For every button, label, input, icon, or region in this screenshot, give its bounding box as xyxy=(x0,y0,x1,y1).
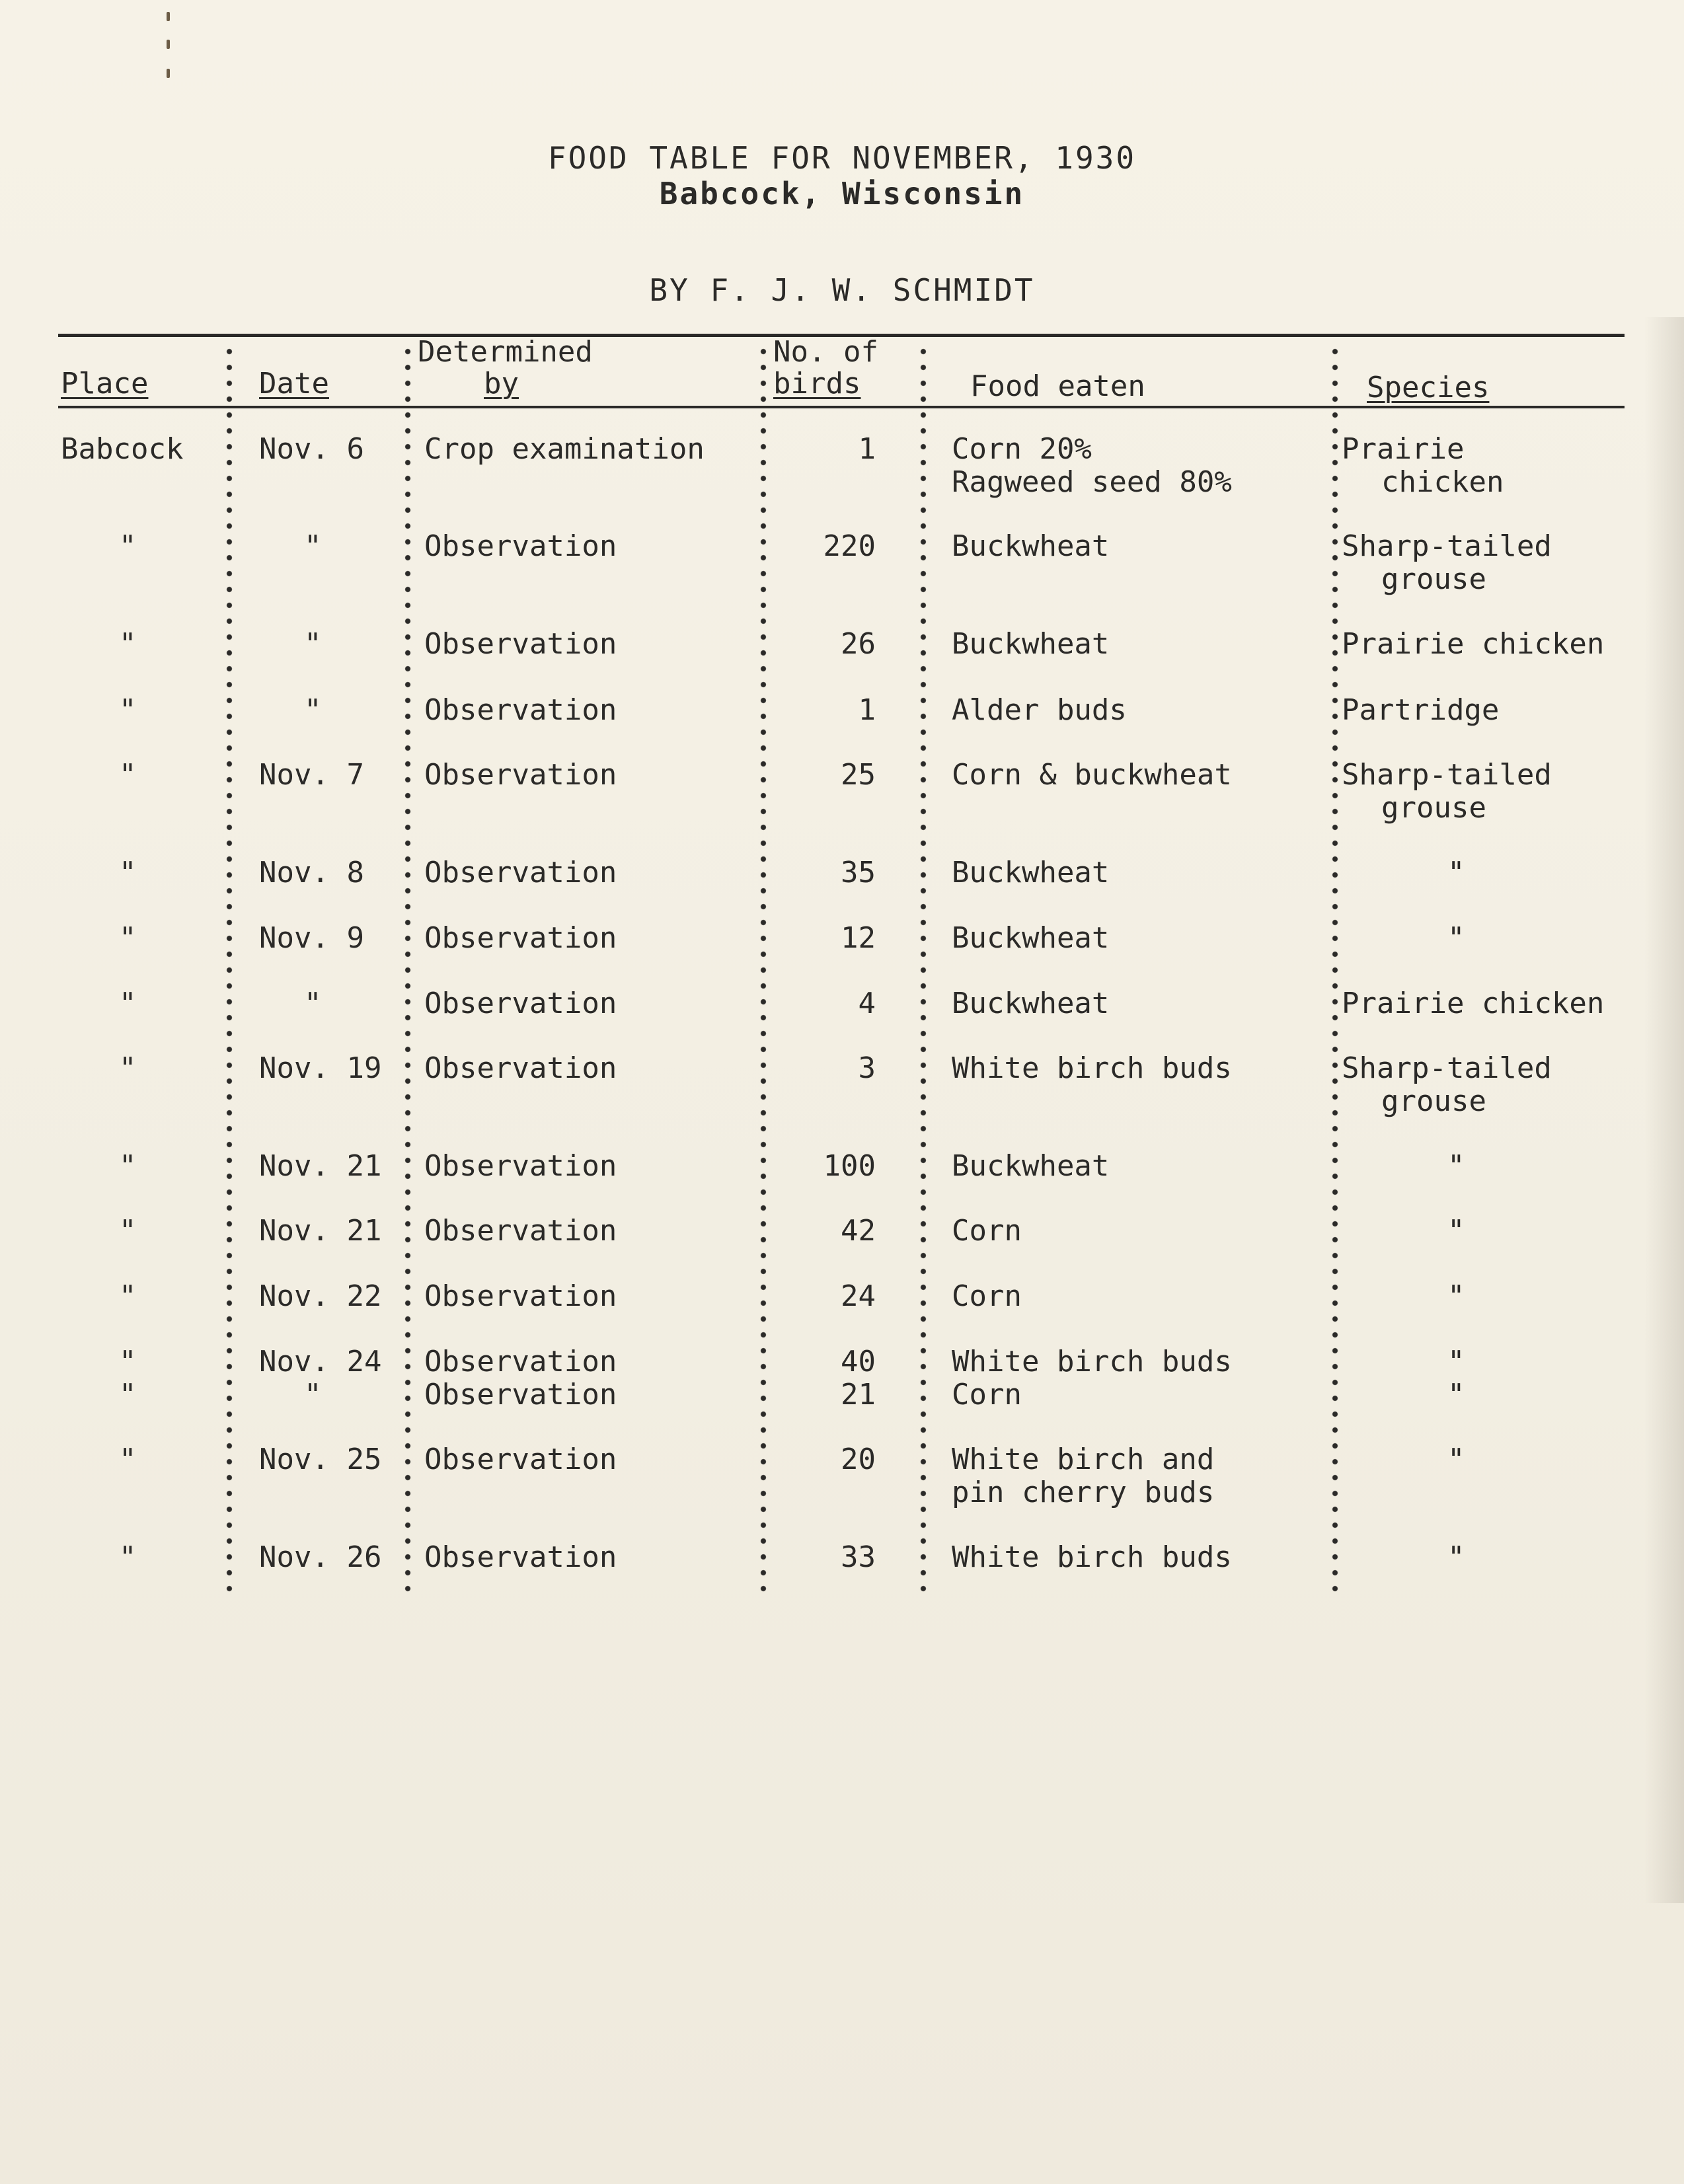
header-food: Food eaten xyxy=(970,369,1145,403)
cell-species: " xyxy=(1447,1540,1465,1574)
cell-determined-by: Observation xyxy=(424,921,617,955)
cell-date: Nov. 25 xyxy=(259,1443,382,1476)
cell-food-eaten: Ragweed seed 80% xyxy=(952,465,1232,499)
cell-number-of-birds: 33 xyxy=(841,1540,876,1574)
cell-place: " xyxy=(119,1443,137,1476)
column-separator xyxy=(404,344,411,1593)
cell-number-of-birds: 26 xyxy=(841,627,876,661)
cell-place: " xyxy=(119,529,137,563)
cell-food-eaten: Corn xyxy=(952,1279,1022,1313)
cell-place: " xyxy=(119,1051,137,1085)
document-title: FOOD TABLE FOR NOVEMBER, 1930 xyxy=(547,140,1137,176)
cell-species: " xyxy=(1447,1279,1465,1313)
cell-food-eaten: White birch buds xyxy=(952,1051,1232,1085)
cell-determined-by: Observation xyxy=(424,693,617,727)
cell-determined-by: Observation xyxy=(424,627,617,661)
header-number-line2: birds xyxy=(773,367,861,400)
cell-number-of-birds: 100 xyxy=(823,1149,876,1183)
cell-determined-by: Observation xyxy=(424,529,617,563)
header-species: Species xyxy=(1367,371,1490,404)
cell-place: " xyxy=(119,627,137,661)
cell-food-eaten: White birch buds xyxy=(952,1345,1232,1378)
table-header-rule xyxy=(58,406,1625,408)
cell-determined-by: Observation xyxy=(424,1051,617,1085)
cell-place: " xyxy=(119,856,137,889)
cell-number-of-birds: 20 xyxy=(841,1443,876,1476)
cell-species: " xyxy=(1447,1443,1465,1476)
cell-determined-by: Observation xyxy=(424,1279,617,1313)
cell-species: grouse xyxy=(1381,1084,1486,1118)
cell-species: Sharp-tailed xyxy=(1342,758,1552,792)
cell-number-of-birds: 4 xyxy=(858,987,876,1020)
cell-food-eaten: Corn xyxy=(952,1214,1022,1248)
cell-date: " xyxy=(304,627,322,661)
cell-date: Nov. 6 xyxy=(259,432,364,466)
cell-place: " xyxy=(119,1214,137,1248)
cell-number-of-birds: 42 xyxy=(841,1214,876,1248)
cell-species: " xyxy=(1447,1378,1465,1412)
cell-date: Nov. 8 xyxy=(259,856,364,889)
cell-place: " xyxy=(119,1345,137,1378)
cell-species: " xyxy=(1447,921,1465,955)
cell-place: " xyxy=(119,1378,137,1412)
cell-determined-by: Observation xyxy=(424,856,617,889)
cell-food-eaten: Alder buds xyxy=(952,693,1127,727)
cell-place: " xyxy=(119,1540,137,1574)
cell-species: chicken xyxy=(1381,465,1504,499)
cell-food-eaten: Buckwheat xyxy=(952,856,1110,889)
cell-date: " xyxy=(304,1378,322,1412)
cell-date: " xyxy=(304,529,322,563)
cell-number-of-birds: 12 xyxy=(841,921,876,955)
cell-species: grouse xyxy=(1381,791,1486,825)
cell-determined-by: Observation xyxy=(424,1149,617,1183)
cell-food-eaten: Buckwheat xyxy=(952,529,1110,563)
cell-species: " xyxy=(1447,1345,1465,1378)
cell-number-of-birds: 220 xyxy=(823,529,876,563)
cell-number-of-birds: 21 xyxy=(841,1378,876,1412)
cell-number-of-birds: 3 xyxy=(858,1051,876,1085)
header-number-line1: No. of xyxy=(773,335,878,369)
cell-food-eaten: pin cherry buds xyxy=(952,1476,1215,1509)
cell-food-eaten: Corn & buckwheat xyxy=(952,758,1232,792)
header-determined-line1: Determined xyxy=(418,335,593,369)
column-separator xyxy=(1332,344,1338,1593)
cell-number-of-birds: 1 xyxy=(858,432,876,466)
cell-food-eaten: Buckwheat xyxy=(952,987,1110,1020)
cell-species: " xyxy=(1447,1214,1465,1248)
cell-determined-by: Observation xyxy=(424,758,617,792)
cell-number-of-birds: 24 xyxy=(841,1279,876,1313)
cell-determined-by: Observation xyxy=(424,1378,617,1412)
cell-date: Nov. 21 xyxy=(259,1214,382,1248)
cell-number-of-birds: 25 xyxy=(841,758,876,792)
header-determined-line2: by xyxy=(484,367,519,400)
column-separator xyxy=(226,344,233,1593)
cell-place: " xyxy=(119,693,137,727)
column-separator xyxy=(920,344,927,1593)
cell-food-eaten: Corn 20% xyxy=(952,432,1092,466)
cell-food-eaten: Corn xyxy=(952,1378,1022,1412)
cell-place: " xyxy=(119,1149,137,1183)
cell-place: " xyxy=(119,921,137,955)
cell-number-of-birds: 35 xyxy=(841,856,876,889)
cell-food-eaten: White birch buds xyxy=(952,1540,1232,1574)
cell-species: Partridge xyxy=(1342,693,1500,727)
cell-species: " xyxy=(1447,1149,1465,1183)
cell-date: Nov. 24 xyxy=(259,1345,382,1378)
cell-date: Nov. 9 xyxy=(259,921,364,955)
cell-species: Prairie chicken xyxy=(1342,627,1605,661)
cell-species: Prairie chicken xyxy=(1342,987,1605,1020)
cell-determined-by: Crop examination xyxy=(424,432,705,466)
header-date: Date xyxy=(259,367,329,400)
cell-date: " xyxy=(304,693,322,727)
cell-species: " xyxy=(1447,856,1465,889)
cell-date: Nov. 22 xyxy=(259,1279,382,1313)
cell-date: Nov. 19 xyxy=(259,1051,382,1085)
cell-determined-by: Observation xyxy=(424,1345,617,1378)
paper-edge-shadow xyxy=(1644,317,1684,1903)
cell-species: Sharp-tailed xyxy=(1342,1051,1552,1085)
cell-determined-by: Observation xyxy=(424,987,617,1020)
cell-determined-by: Observation xyxy=(424,1540,617,1574)
cell-species: Prairie xyxy=(1342,432,1465,466)
document-byline: BY F. J. W. SCHMIDT xyxy=(649,272,1035,308)
cell-food-eaten: Buckwheat xyxy=(952,1149,1110,1183)
document-subtitle: Babcock, Wisconsin xyxy=(659,176,1025,211)
cell-determined-by: Observation xyxy=(424,1214,617,1248)
cell-place: " xyxy=(119,758,137,792)
header-place: Place xyxy=(61,367,149,400)
cell-species: grouse xyxy=(1381,562,1486,596)
cell-date: Nov. 21 xyxy=(259,1149,382,1183)
cell-date: Nov. 26 xyxy=(259,1540,382,1574)
cell-date: Nov. 7 xyxy=(259,758,364,792)
cell-food-eaten: Buckwheat xyxy=(952,921,1110,955)
pin-hole-marks xyxy=(159,0,178,99)
cell-place: Babcock xyxy=(61,432,184,466)
cell-date: " xyxy=(304,987,322,1020)
cell-food-eaten: White birch and xyxy=(952,1443,1215,1476)
cell-number-of-birds: 40 xyxy=(841,1345,876,1378)
cell-place: " xyxy=(119,987,137,1020)
cell-number-of-birds: 1 xyxy=(858,693,876,727)
cell-species: Sharp-tailed xyxy=(1342,529,1552,563)
cell-food-eaten: Buckwheat xyxy=(952,627,1110,661)
cell-determined-by: Observation xyxy=(424,1443,617,1476)
cell-place: " xyxy=(119,1279,137,1313)
